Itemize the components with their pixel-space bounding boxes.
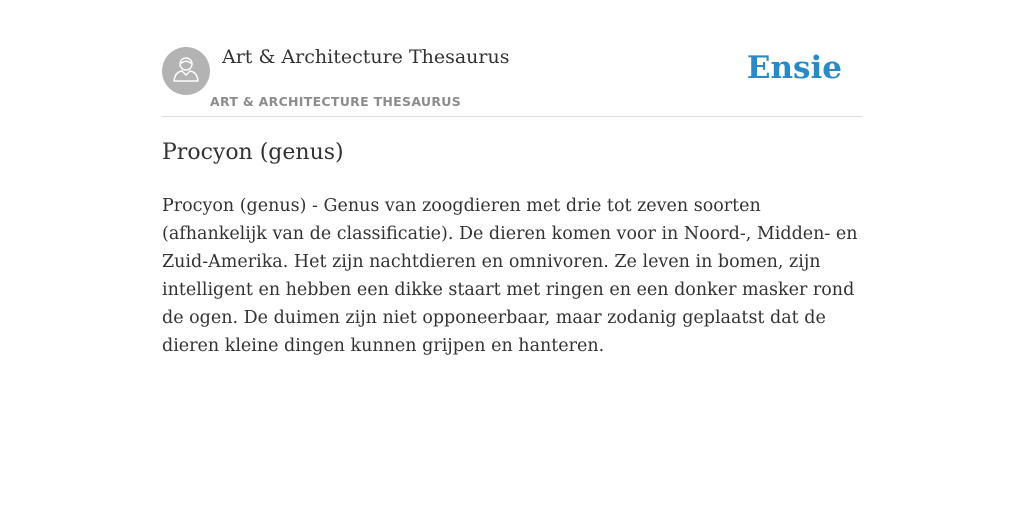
article-body: Procyon (genus) - Genus van zoogdieren met drie tot zeven soorten (afhankelijk van de classificatie). De dieren komen voor in Noord-, Midden- en Zuid-Amerika. Het zijn nachtdieren en omnivoren. Ze leven in bomen, zijn intelligent en hebben een dikke staart met ringen en een donker masker rond de ogen. De duimen zijn niet opponeerbaar, maar zodanig geplaatst dat de dieren kleine dingen kunnen grijpen en hanteren.: [162, 196, 858, 356]
avatar[interactable]: [162, 47, 210, 95]
user-icon: [171, 54, 201, 88]
page-title: Procyon (genus): [162, 140, 344, 165]
brand-logo[interactable]: Ensie: [746, 50, 842, 86]
page-container: [162, 0, 862, 356]
source-label-link[interactable]: ART & ARCHITECTURE THESAURUS: [210, 94, 462, 109]
header: [162, 0, 862, 117]
author-name-link[interactable]: Art & Architecture Thesaurus: [222, 46, 510, 68]
